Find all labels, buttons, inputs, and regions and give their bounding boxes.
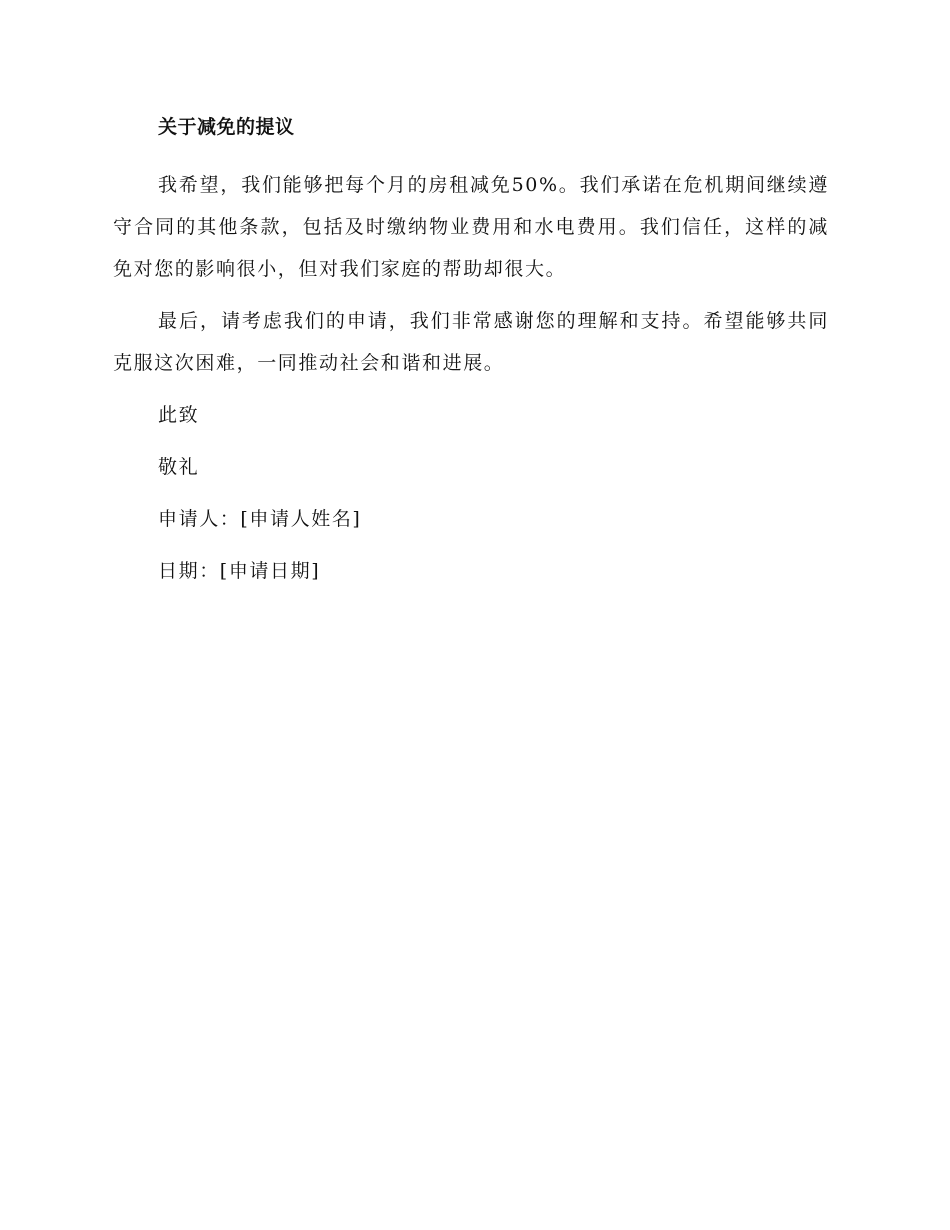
- body-paragraph-proposal: 我希望，我们能够把每个月的房租减免50%。我们承诺在危机期间继续遵守合同的其他条款，包括及时缴纳物业费用和水电费用。我们信任，这样的减免对您的影响很小，但对我们家庭的帮助却很大。: [113, 174, 829, 280]
- applicant-line: 申请人：[申请人姓名]: [158, 508, 362, 530]
- body-paragraph-closing-request: 最后，请考虑我们的申请，我们非常感谢您的理解和支持。希望能够共同克服这次困难，一同推动社会和谐和进展。: [113, 310, 829, 374]
- document-body: [113, 112, 829, 602]
- closing-phrase: 此致: [158, 404, 200, 426]
- salutation: 敬礼: [158, 456, 200, 478]
- date-line: 日期：[申请日期]: [158, 560, 321, 582]
- section-heading: 关于减免的提议: [158, 116, 295, 138]
